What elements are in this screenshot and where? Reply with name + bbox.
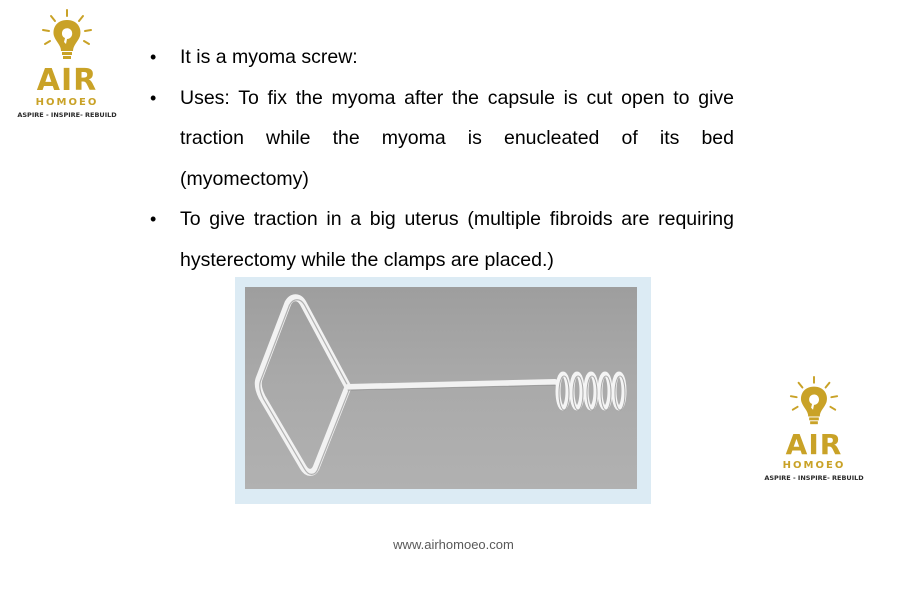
- logo-tagline: ASPIRE - INSPIRE- REBUILD: [764, 474, 864, 482]
- logo-tagline: ASPIRE - INSPIRE- REBUILD: [17, 111, 117, 119]
- logo-brand-text: AIR: [36, 63, 98, 98]
- figure-frame: [235, 277, 651, 504]
- bullet-item: [150, 199, 734, 280]
- bullet-list: [150, 37, 734, 280]
- myoma-screw-drawing-icon: [245, 287, 637, 489]
- bullet-dot-icon: •: [150, 209, 157, 229]
- logo-brand-text: AIR: [785, 428, 843, 461]
- logo-sub-text: HOMOEO: [35, 97, 99, 108]
- bullet-dot-icon: •: [150, 87, 157, 108]
- brand-logo-top: [18, 8, 116, 119]
- bullet-text: To give traction in a big uterus (multiple fibroids are requiring hysterectomy while the clamps are placed.): [180, 208, 734, 271]
- bullet-text: It is a myoma screw:: [180, 46, 358, 68]
- footer-url: www.airhomoeo.com: [393, 537, 514, 552]
- lightbulb-logo-icon: [39, 8, 95, 64]
- bullet-dot-icon: •: [150, 47, 157, 67]
- bullet-text: Uses: To fix the myoma after the capsule is cut open to give traction while the myoma is enucleated of its bed (myomectomy): [180, 86, 734, 190]
- lightbulb-logo-icon: [787, 375, 841, 429]
- myoma-screw-image: [245, 287, 637, 489]
- brand-logo-right: [764, 375, 864, 482]
- bullet-item: [150, 78, 734, 200]
- logo-sub-text: HOMOEO: [782, 460, 846, 471]
- bullet-item: [150, 37, 734, 78]
